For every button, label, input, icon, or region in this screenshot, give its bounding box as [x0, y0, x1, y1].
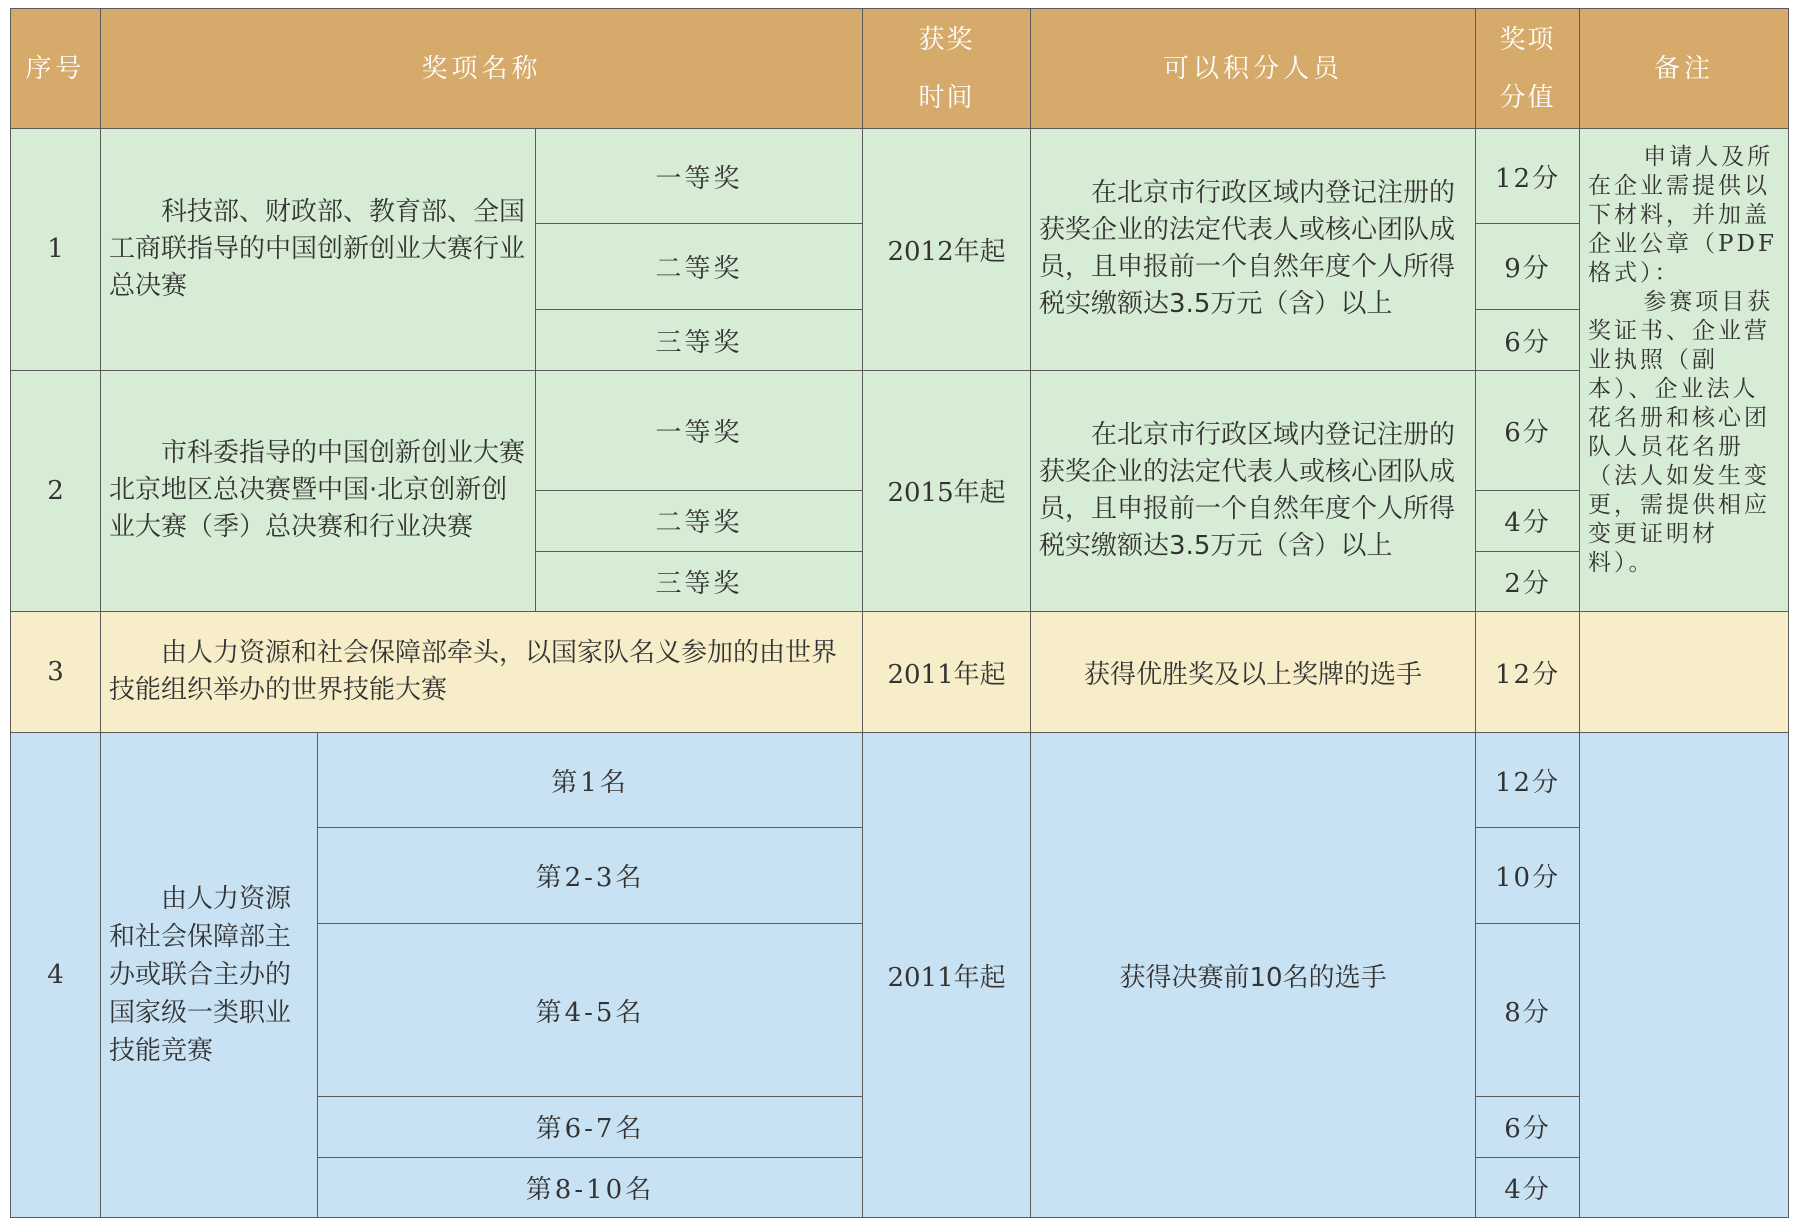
- table-row: [11, 129, 1789, 224]
- row1-level1-score: 12分: [1476, 129, 1580, 224]
- table-row: [11, 370, 1789, 490]
- header-award-score-line1: 奖项: [1499, 24, 1556, 55]
- row2-no: 2: [11, 370, 101, 611]
- row4-level1-label: 第1名: [318, 733, 863, 828]
- row1-award-name: 科技部、财政部、教育部、全国工商联指导的中国创新创业大赛行业总决赛: [101, 129, 536, 370]
- row2-level1-score: 6分: [1476, 370, 1580, 490]
- row4-time: 2011年起: [863, 733, 1031, 1218]
- row1-level3-score: 6分: [1476, 310, 1580, 370]
- row4-persons: 获得决赛前10名的选手: [1031, 733, 1476, 1218]
- header-remark: 备注: [1580, 9, 1789, 129]
- table-row: [11, 733, 1789, 828]
- row2-level2-label: 二等奖: [536, 490, 863, 551]
- row4-level3-label: 第4-5名: [318, 924, 863, 1096]
- remark-paragraph-1: 申请人及所在企业需提供以下材料，并加盖企业公章（PDF格式）：: [1588, 144, 1777, 287]
- header-award-score: [1476, 9, 1580, 129]
- row2-level3-label: 三等奖: [536, 551, 863, 611]
- row1-no: 1: [11, 129, 101, 370]
- row2-award-name: 市科委指导的中国创新创业大赛北京地区总决赛暨中国·北京创新创业大赛（季）总决赛和行业决赛: [101, 370, 536, 611]
- row2-level2-score: 4分: [1476, 490, 1580, 551]
- row4-remark: [1580, 733, 1789, 1218]
- row2-persons: 在北京市行政区域内登记注册的获奖企业的法定代表人或核心团队成员，且申报前一个自然年度个人所得税实缴额达3.5万元（含）以上: [1031, 370, 1476, 611]
- row4-level4-label: 第6-7名: [318, 1096, 863, 1157]
- row3-remark: [1580, 611, 1789, 732]
- table-row: [11, 611, 1789, 732]
- header-award-name: 奖项名称: [101, 9, 863, 129]
- remark-paragraph-2: 参赛项目获奖证书、企业营业执照（副本）、企业法人花名册和核心团队人员花名册（法人如发生变更，需提供相应变更证明材料）。: [1588, 289, 1774, 577]
- row4-level3-score: 8分: [1476, 924, 1580, 1096]
- header-award-time-line2: 时间: [918, 82, 975, 113]
- row1-time: 2012年起: [863, 129, 1031, 370]
- remark-cell: [1580, 129, 1789, 612]
- row1-level1-label: 一等奖: [536, 129, 863, 224]
- row3-no: 3: [11, 611, 101, 732]
- row4-level5-score: 4分: [1476, 1157, 1580, 1217]
- row2-level1-label: 一等奖: [536, 370, 863, 490]
- header-eligible-persons: 可以积分人员: [1031, 9, 1476, 129]
- awards-points-table: [10, 8, 1789, 1218]
- row3-persons: 获得优胜奖及以上奖牌的选手: [1031, 611, 1476, 732]
- row2-level3-score: 2分: [1476, 551, 1580, 611]
- header-award-time-line1: 获奖: [918, 24, 975, 55]
- row3-award-name: 由人力资源和社会保障部牵头，以国家队名义参加的由世界技能组织举办的世界技能大赛: [101, 611, 863, 732]
- row4-level2-score: 10分: [1476, 828, 1580, 924]
- row3-time: 2011年起: [863, 611, 1031, 732]
- row1-level3-label: 三等奖: [536, 310, 863, 370]
- row4-level2-label: 第2-3名: [318, 828, 863, 924]
- awards-table-wrapper: [10, 8, 1788, 1218]
- row1-persons: 在北京市行政区域内登记注册的获奖企业的法定代表人或核心团队成员，且申报前一个自然年度个人所得税实缴额达3.5万元（含）以上: [1031, 129, 1476, 370]
- row4-level4-score: 6分: [1476, 1096, 1580, 1157]
- row4-level5-label: 第8-10名: [318, 1157, 863, 1217]
- header-no: 序号: [11, 9, 101, 129]
- header-row: [11, 9, 1789, 129]
- row2-time: 2015年起: [863, 370, 1031, 611]
- row1-level2-score: 9分: [1476, 224, 1580, 310]
- header-award-score-line2: 分值: [1499, 82, 1556, 113]
- row3-score: 12分: [1476, 611, 1580, 732]
- header-award-time: [863, 9, 1031, 129]
- row4-no: 4: [11, 733, 101, 1218]
- row1-level2-label: 二等奖: [536, 224, 863, 310]
- row4-award-name: 由人力资源和社会保障部主办或联合主办的国家级一类职业技能竞赛: [101, 733, 318, 1218]
- row4-level1-score: 12分: [1476, 733, 1580, 828]
